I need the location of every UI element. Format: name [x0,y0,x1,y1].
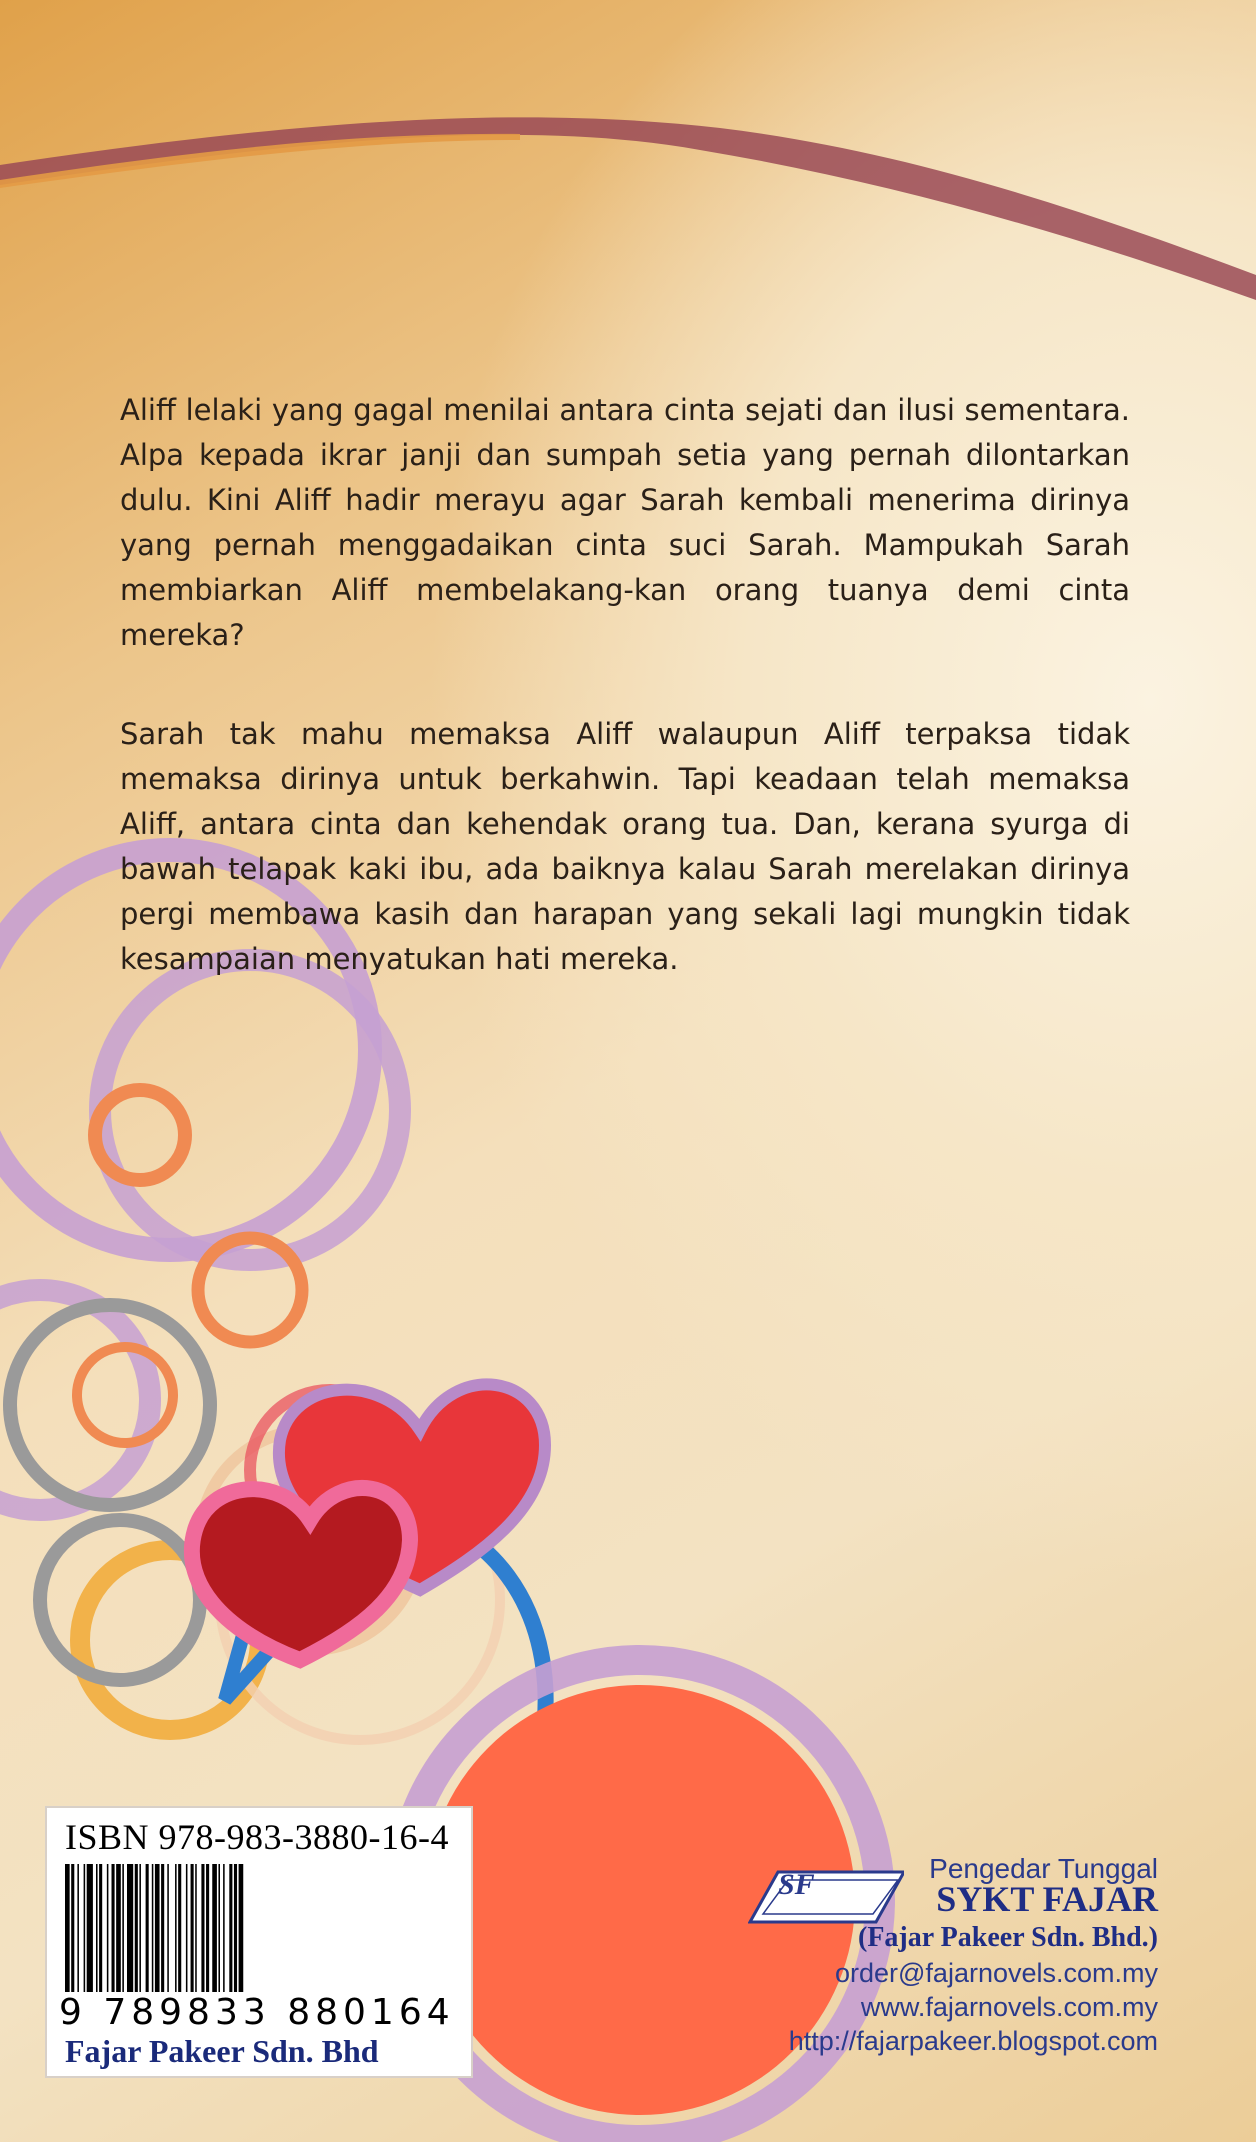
barcode-digits: 9 789833 880164 [59,1992,459,2033]
distributor-label: Pengedar Tunggal [929,1853,1158,1884]
barcode-bar [234,1864,237,1996]
barcode-bar [186,1864,188,1996]
barcode-bar [146,1864,149,1996]
barcode-bar [155,1864,160,1996]
barcode-bar [112,1864,115,1996]
barcode-bar [212,1864,217,1996]
barcode-bar [127,1864,133,1996]
barcode-bar [167,1864,169,1996]
barcode-bars [65,1864,451,1996]
distributor-company: (Fajar Pakeer Sdn. Bhd.) [858,1922,1158,1953]
blurb-paragraph-1: Aliff lelaki yang gagal menilai antara cinta sejati dan ilusi sementara. Alpa kepada ikrar janji dan sumpah setia yang pernah dilontarkan dulu. Kini Aliff hadir merayu agar Sarah kembali menerima dirinya yang pernah menggadaikan cinta suci Sarah. Mampukah Sarah membiarkan Aliff membelakang-kan orang tuanya demi cinta mereka? [120,393,1130,652]
barcode-publisher: Fajar Pakeer Sdn. Bhd [65,2033,379,2069]
distributor-website[interactable]: www.fajarnovels.com.my [860,1992,1158,2022]
distributor-email[interactable]: order@fajarnovels.com.my [834,1958,1158,1988]
barcode-bar [139,1864,141,1996]
barcode-bar [65,1864,70,1996]
distributor-name: SYKT FAJAR [936,1879,1158,1919]
barcode-bar [175,1864,177,1996]
distributor-blog[interactable]: http://fajarpakeer.blogspot.com [788,2026,1158,2056]
isbn-barcode-box [45,1806,473,2078]
barcode-bar [99,1864,102,1996]
barcode-bar [178,1864,181,1996]
barcode-bar [96,1864,98,1996]
barcode-bar [152,1864,154,1996]
barcode-bar [71,1864,74,1996]
barcode-bar [107,1864,109,1996]
top-swoosh [0,117,1256,300]
barcode-bar [191,1864,194,1996]
barcode-bar [161,1864,164,1996]
barcode-bar [77,1864,79,1996]
heart-icon [192,1384,545,1660]
barcode-bar [223,1864,225,1996]
barcode-bar [135,1864,138,1996]
barcode-bar [195,1864,197,1996]
barcode-bar [122,1864,124,1996]
barcode-bar [206,1864,209,1996]
barcode-bar [239,1864,244,1996]
barcode-bar [229,1864,232,1996]
isbn-label: ISBN 978-983-3880-16-4 [65,1817,449,1857]
barcode-bar [218,1864,220,1996]
sf-logo-text: SF [778,1868,815,1901]
barcode-bar [116,1864,121,1996]
barcode-bar [84,1864,86,1996]
barcode-bar [87,1864,93,1996]
barcode-bar [201,1864,204,1996]
blurb-paragraph-2: Sarah tak mahu memaksa Aliff walaupun Aliff terpaksa tidak memaksa dirinya untuk berkahwin. Tapi keadaan telah memaksa Aliff, antara cinta dan kehendak orang tua. Dan, kerana syurga di bawah telapak kaki ibu, ada baiknya kalau Sarah merelakan dirinya pergi membawa kasih dan harapan yang sekali lagi mungkin tidak kesampaian menyatukan hati mereka. [120,717,1130,976]
